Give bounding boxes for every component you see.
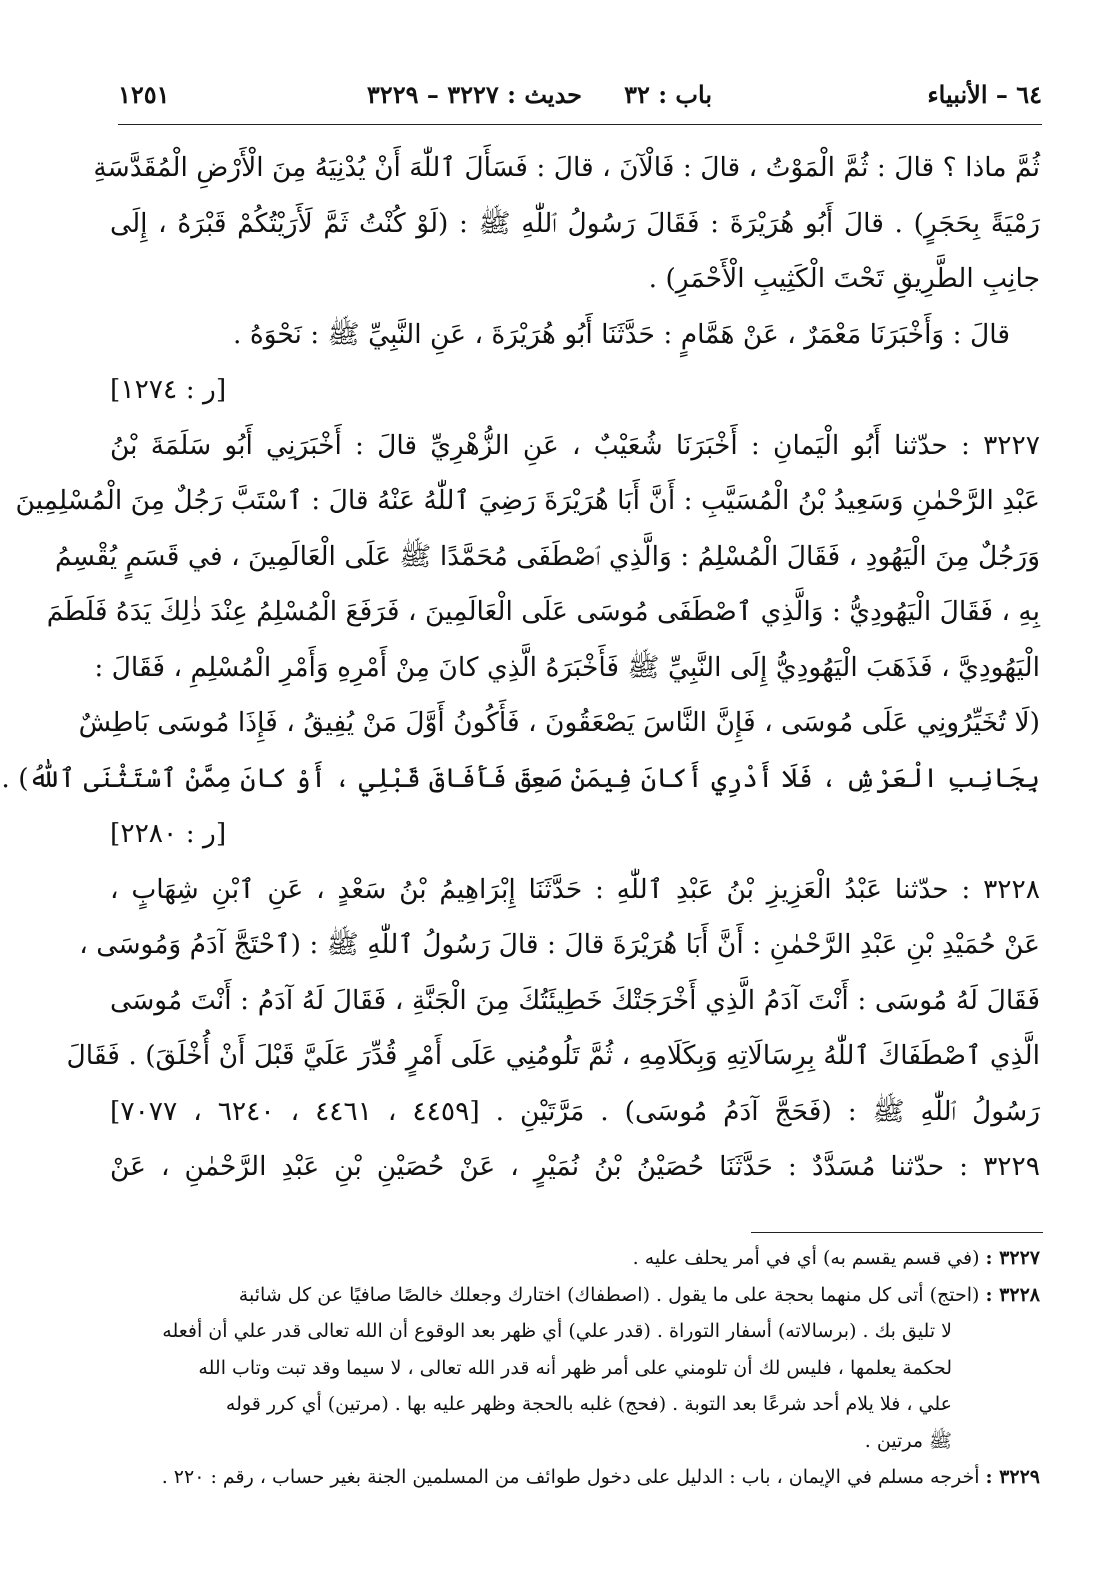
footnote-3228 bbox=[105, 1277, 1040, 1460]
text-line: رَمْيَةً بِحَجَرٍ) . قالَ أَبُو هُرَيْرَةَ : فَقَالَ رَسُولُ ٱللّٰهِ ﷺ : (لَوْ كُنْتُ ثَمَّ لَأَرَيْتُكُمْ قَبْرَهُ ، إِلَى bbox=[110, 207, 1040, 239]
text-line: قالَ : وَأَخْبَرَنَا مَعْمَرٌ ، عَنْ هَمَّامٍ : حَدَّثَنَا أَبُو هُرَيْرَةَ ، عَنِ النَّبِيِّ ﷺ : نَحْوَهُ . bbox=[232, 318, 1010, 350]
header-rule bbox=[118, 124, 1042, 125]
footnote-number: ٣٢٢٧ : bbox=[985, 1247, 1040, 1269]
footnote-rule bbox=[751, 1232, 1043, 1233]
footnote-line: ﷺ مرتين . bbox=[864, 1429, 952, 1452]
footnote-line bbox=[105, 1240, 1040, 1277]
text-line: عَنْ حُمَيْدِ بْنِ عَبْدِ الرَّحْمٰنِ : أَنَّ أَبَا هُرَيْرَةَ قالَ : قالَ رَسُولُ ٱللّٰهِ ﷺ : (ٱحْتَجَّ آدَمُ وَمُوسَى ، bbox=[79, 929, 1040, 960]
page-number: ١٢٥١ bbox=[118, 80, 170, 109]
text-line: (لَا تُخَيِّرُونِي عَلَى مُوسَى ، فَإِنَّ النَّاسَ يَصْعَقُونَ ، فَأَكُونُ أَوَّلَ مَنْ يُفِيقُ ، فَإِذَا مُوسَى بَاطِشٌ bbox=[78, 707, 1040, 738]
text-line: الَّذِي ٱصْطَفَاكَ ٱللّٰهُ بِرِسَالَاتِهِ وَبِكَلَامِهِ ، ثُمَّ تَلُومُنِي عَلَى أَمْرٍ قُدِّرَ عَلَيَّ قَبْلَ أَنْ أُخْلَقَ) . فَقَالَ bbox=[66, 1040, 1040, 1071]
running-header bbox=[118, 80, 1042, 120]
text-line: ثُمَّ ماذا ؟ قالَ : ثُمَّ الْمَوْتُ ، قالَ : فَالْآنَ ، قالَ : فَسَأَلَ ٱللّٰهَ أَنْ يُدْنِيَهُ مِنَ الْأَرْضِ الْمُقَدَّسَةِ bbox=[93, 152, 1040, 183]
text-line: عَبْدِ الرَّحْمٰنِ وَسَعِيدُ بْنُ الْمُسَيَّبِ : أَنَّ أَبَا هُرَيْرَةَ رَضِيَ ٱللّٰهُ عَنْهُ قالَ : ٱسْتَبَّ رَجُلٌ مِنَ الْمُسْلِمِينَ bbox=[15, 485, 1040, 516]
main-text bbox=[1, 140, 1041, 1195]
footnote-line: علي ، فلا يلام أحد شرعًا بعد التوبة . (فحج) غلبه بالحجة وظهر عليه بها . (مرتين) أي كرر قوله bbox=[225, 1393, 952, 1415]
hadith-3227-start: ٣٢٢٧ : حدّثنا أَبُو الْيَمانِ : أَخْبَرَنَا شُعَيْبٌ ، عَنِ الزُّهْرِيِّ قالَ : أَخْبَرَنِي أَبُو سَلَمَةَ بْنُ bbox=[110, 429, 1040, 461]
footnote-text: أخرجه مسلم في الإيمان ، باب : الدليل على دخول طوائف من المسلمين الجنة بغير حساب ، رقم : ٢٢٠ . bbox=[161, 1466, 980, 1488]
footnote-line bbox=[105, 1459, 1040, 1496]
text-line: بِجَانِبِ الْعَرْشِ ، فَلَا أَدْرِي أَكانَ فِيمَنْ صَعِقَ فَأَفَاقَ قَبْلِي ، أَوْ كانَ مِمَّنْ ٱسْتَثْنَى ٱللّٰهُ) . bbox=[1, 762, 1040, 794]
footnote-text: (في قسم يقسم به) أي في أمر يحلف عليه . bbox=[632, 1247, 980, 1269]
footnote-text: (احتج) أتى كل منهما بحجة على ما يقول . (اصطفاك) اختارك وجعلك خالصًا صافيًا عن كل شائبة bbox=[238, 1283, 980, 1306]
header-chapter: باب : ٣٢ bbox=[624, 80, 712, 109]
footnote-line bbox=[105, 1277, 1040, 1314]
footnote-3229 bbox=[105, 1459, 1040, 1496]
footnote-3227 bbox=[105, 1240, 1040, 1277]
cross-reference: [ر : ٢٢٨٠] bbox=[110, 818, 227, 849]
text-line: بِهِ ، فَقَالَ الْيَهُودِيُّ : وَالَّذِي ٱصْطَفَى مُوسَى عَلَى الْعَالَمِينَ ، فَرَفَعَ الْمُسْلِمُ عِنْدَ ذٰلِكَ يَدَهُ فَلَطَمَ bbox=[46, 596, 1040, 627]
cross-reference: [ر : ١٢٧٤] bbox=[110, 374, 227, 405]
header-book-title: ٦٤ – الأنبياء bbox=[927, 80, 1042, 109]
text-line: الْيَهُودِيَّ ، فَذَهَبَ الْيَهُودِيُّ إِلَى النَّبِيِّ ﷺ فَأَخْبَرَهُ الَّذِي كانَ مِنْ أَمْرِهِ وَأَمْرِ الْمُسْلِمِ ، فَقَالَ : bbox=[94, 651, 1040, 683]
text-line: فَقَالَ لَهُ مُوسَى : أَنْتَ آدَمُ الَّذِي أَخْرَجَتْكَ خَطِيئَتُكَ مِنَ الْجَنَّةِ ، فَقَالَ لَهُ آدَمُ : أَنْتَ مُوسَى bbox=[110, 984, 1040, 1016]
text-line: وَرَجُلٌ مِنَ الْيَهُودِ ، فَقَالَ الْمُسْلِمُ : وَالَّذِي ٱصْطَفَى مُحَمَّدًا ﷺ عَلَى الْعَالَمِينَ ، في قَسَمٍ يُقْسِمُ bbox=[55, 540, 1040, 572]
footnote-number: ٣٢٢٩ : bbox=[985, 1466, 1040, 1488]
hadith-3229-start: ٣٢٢٩ : حدّثنا مُسَدَّدٌ : حَدَّثَنَا حُصَيْنُ بْنُ نُمَيْرٍ ، عَنْ حُصَيْنِ بْنِ عَبْدِ الرَّحْمٰنِ ، عَنْ bbox=[110, 1151, 1040, 1182]
footnote-number: ٣٢٢٨ : bbox=[985, 1283, 1040, 1306]
footnotes bbox=[105, 1240, 1040, 1496]
footnote-line: لحكمة يعلمها ، فليس لك أن تلومني على أمر ظهر أنه قدر الله تعالى ، لا سيما وقد تبت وتاب الله bbox=[198, 1356, 952, 1379]
footnote-line: لا تليق بك . (برسالاته) أسفار التوراة . (قدر علي) أي ظهر بعد الوقوع أن الله تعالى قدر علي أن أفعله bbox=[162, 1320, 952, 1342]
text-line: جانِبِ الطَّرِيقِ تَحْتَ الْكَثِيبِ الْأَحْمَرِ) . bbox=[648, 263, 1040, 294]
hadith-3228-start: ٣٢٢٨ : حدّثنا عَبْدُ الْعَزِيزِ بْنُ عَبْدِ ٱللّٰهِ : حَدَّثَنَا إِبْرَاهِيمُ بْنُ سَعْدٍ ، عَنِ ٱبْنِ شِهَابٍ ، bbox=[110, 873, 1040, 905]
header-hadith-range: حديث : ٣٢٢٧ – ٣٢٢٩ bbox=[366, 80, 582, 109]
text-line: رَسُولُ ٱللّٰهِ ﷺ : (فَحَجَّ آدَمُ مُوسَى) . مَرَّتَيْنِ . [٤٤٥٩ ، ٤٤٦١ ، ٦٢٤٠ ، ٧٠٧٧] bbox=[110, 1095, 1041, 1127]
